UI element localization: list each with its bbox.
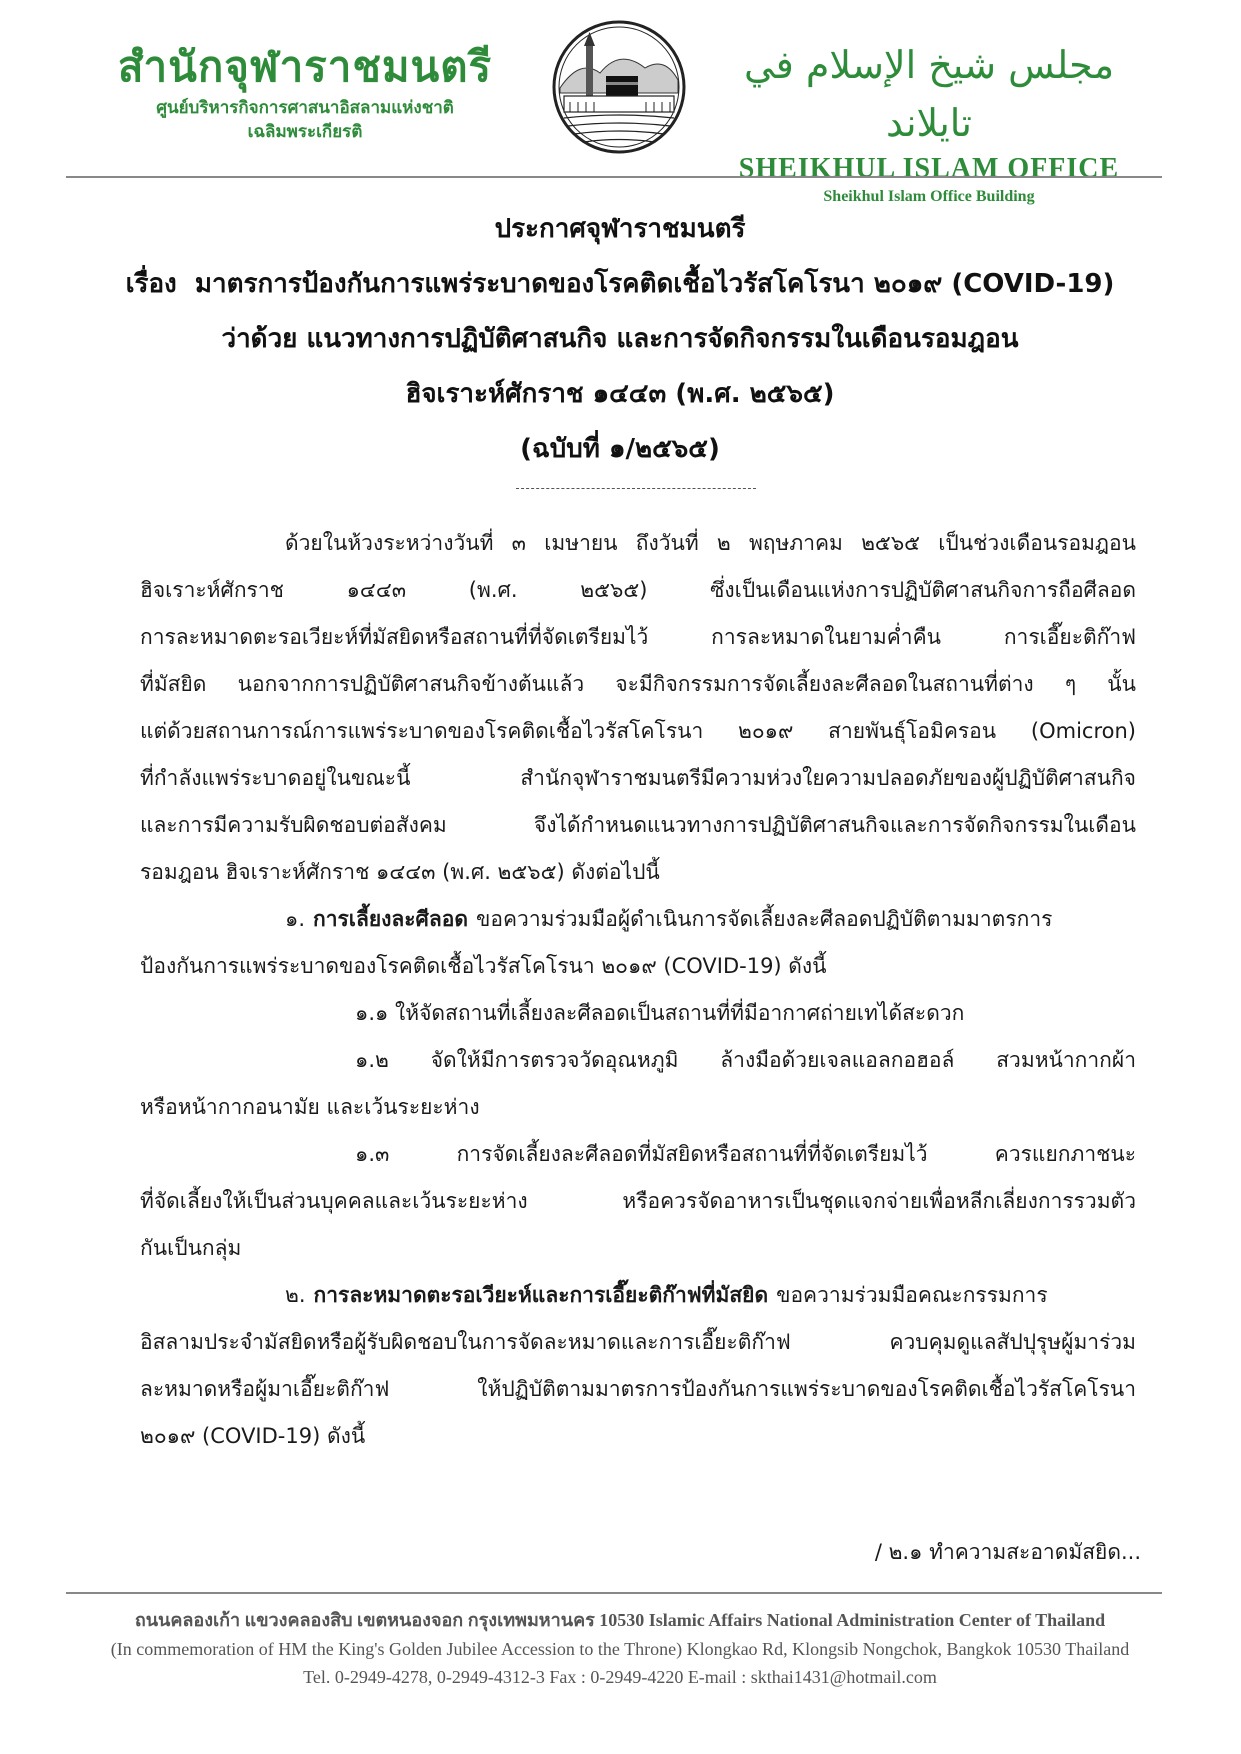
title-separator [516, 488, 756, 489]
paragraph-line: ฮิจเราะห์ศักราช ๑๔๔๓ (พ.ศ. ๒๕๖๕) ซึ่งเป็นเดือนแห่งการปฏิบัติศาสนกิจการถือศีลอด [140, 578, 1136, 602]
announcement-title [60, 202, 1180, 477]
org-building-english: Sheikhul Islam Office Building [823, 188, 1035, 205]
org-subtitle-thai-1: ศูนย์บริหารกิจการศาสนาอิสลามแห่งชาติ [156, 98, 454, 118]
footer [60, 1605, 1180, 1691]
paragraph-line: แต่ด้วยสถานการณ์การแพร่ระบาดของโรคติดเชื้อไวรัสโคโรนา ๒๐๑๙ สายพันธุ์โอมิครอน (Omicron) [140, 719, 1136, 743]
paragraph-line: การละหมาดตะรอเวียะห์ที่มัสยิดหรือสถานที่ที่จัดเตรียมไว้ การละหมาดในยามค่ำคืน การเอี๊ยะติก๊าฟ [140, 625, 1136, 649]
footer-divider [66, 1592, 1162, 1594]
section-1-heading-line [140, 896, 1136, 943]
item-1-2: ๑.๒ จัดให้มีการตรวจวัดอุณหภูมิ ล้างมือด้วยเจลแอลกอฮอล์ สวมหน้ากากผ้า [355, 1048, 1136, 1072]
letterhead-thai [70, 38, 540, 144]
footer-commemoration: (In commemoration of HM the King's Golden Jubilee Accession to the Throne) Klongkao Rd, Klongsib Nongchok, Bangkok 10530 Thailand [110, 1639, 1130, 1659]
title-line-3: ว่าด้วย แนวทางการปฏิบัติศาสนกิจ และการจัดกิจกรรมในเดือนรอมฎอน [221, 324, 1019, 354]
mosque-seal-icon [550, 18, 688, 156]
section-1-number: ๑. [285, 907, 306, 931]
paragraph-line: ๒๐๑๙ (COVID-19) ดังนี้ [140, 1424, 366, 1448]
continuation-note: / ๒.๑ ทำความสะอาดมัสยิด... [874, 1540, 1141, 1564]
item-1-1: ๑.๑ ให้จัดสถานที่เลี้ยงละศีลอดเป็นสถานที่ที่มีอากาศถ่ายเทได้สะดวก [355, 1001, 965, 1025]
section-1-text: ขอความร่วมมือผู้ดำเนินการจัดเลี้ยงละศีลอดปฏิบัติตามมาตรการ [476, 907, 1053, 931]
letterhead-english [706, 36, 1152, 208]
paragraph-line: กันเป็นกลุ่ม [140, 1236, 242, 1260]
paragraph-line: หรือหน้ากากอนามัย และเว้นระยะห่าง [140, 1095, 480, 1119]
org-subtitle-thai-2: เฉลิมพระเกียรติ [247, 122, 363, 142]
title-line-4: ฮิจเราะห์ศักราช ๑๔๔๓ (พ.ศ. ๒๕๖๕) [405, 379, 835, 409]
section-2-heading-line [140, 1272, 1136, 1319]
title-line-2: เรื่อง มาตรการป้องกันการแพร่ระบาดของโรคติดเชื้อไวรัสโคโรนา ๒๐๑๙ (COVID-19) [125, 269, 1115, 299]
paragraph-line: ป้องกันการแพร่ระบาดของโรคติดเชื้อไวรัสโคโรนา ๒๐๑๙ (COVID-19) ดังนี้ [140, 954, 827, 978]
title-line-1: ประกาศจุฬาราชมนตรี [494, 214, 746, 244]
section-2-number: ๒. [285, 1283, 306, 1307]
section-2-heading: การละหมาดตะรอเวียะห์และการเอี๊ยะติก๊าฟที่มัสยิด [313, 1283, 769, 1307]
header-divider [66, 176, 1162, 178]
section-1-heading: การเลี้ยงละศีลอด [313, 907, 469, 931]
paragraph-line: ละหมาดหรือผู้มาเอี๊ยะติก๊าฟ ให้ปฏิบัติตามมาตรการป้องกันการแพร่ระบาดของโรคติดเชื้อไวรัสโคโรนา [140, 1377, 1136, 1401]
section-2-text: ขอความร่วมมือคณะกรรมการ [776, 1283, 1048, 1307]
paragraph-line: รอมฎอน ฮิจเราะห์ศักราช ๑๔๔๓ (พ.ศ. ๒๕๖๕) ดังต่อไปนี้ [140, 860, 660, 884]
paragraph-line: ด้วยในห้วงระหว่างวันที่ ๓ เมษายน ถึงวันที่ ๒ พฤษภาคม ๒๕๖๕ เป็นช่วงเดือนรอมฎอน [285, 531, 1136, 555]
paragraph-line: ที่กำลังแพร่ระบาดอยู่ในขณะนี้ สำนักจุฬาราชมนตรีมีความห่วงใยความปลอดภัยของผู้ปฏิบัติศาสนกิจ [140, 766, 1136, 790]
org-name-arabic: مجلس شيخ الإسلام في تايلاند [743, 43, 1115, 145]
org-name-thai: สำนักจุฬาราชมนตรี [117, 42, 493, 91]
paragraph-line: และการมีความรับผิดชอบต่อสังคม จึงได้กำหนดแนวทางการปฏิบัติศาสนกิจและการจัดกิจกรรมในเดือน [140, 813, 1136, 837]
announcement-body [140, 520, 1136, 1460]
footer-address: ถนนคลองเก้า แขวงคลองสิบ เขตหนองจอก กรุงเทพมหานคร 10530 Islamic Affairs National Administration Center of Thailand [134, 1610, 1106, 1630]
paragraph-line: ที่มัสยิด นอกจากการปฏิบัติศาสนกิจข้างต้นแล้ว จะมีกิจกรรมการจัดเลี้ยงละศีลอดในสถานที่ต่าง ๆ นั้น [140, 672, 1136, 696]
title-line-5: (ฉบับที่ ๑/๒๕๖๕) [520, 434, 720, 464]
paragraph-line: อิสลามประจำมัสยิดหรือผู้รับผิดชอบในการจัดละหมาดและการเอี๊ยะติก๊าฟ ควบคุมดูแลสัปปุรุษผู้มาร่วม [140, 1330, 1136, 1354]
item-1-3: ๑.๓ การจัดเลี้ยงละศีลอดที่มัสยิดหรือสถานที่ที่จัดเตรียมไว้ ควรแยกภาชนะ [355, 1142, 1136, 1166]
footer-contact: Tel. 0-2949-4278, 0-2949-4312-3 Fax : 0-2949-4220 E-mail : skthai1431@hotmail.com [303, 1667, 937, 1687]
paragraph-line: ที่จัดเลี้ยงให้เป็นส่วนบุคคลและเว้นระยะห่าง หรือควรจัดอาหารเป็นชุดแจกจ่ายเพื่อหลีกเลี่ยงการรวมตัว [140, 1189, 1136, 1213]
org-name-english: SHEIKHUL ISLAM OFFICE [738, 153, 1120, 184]
